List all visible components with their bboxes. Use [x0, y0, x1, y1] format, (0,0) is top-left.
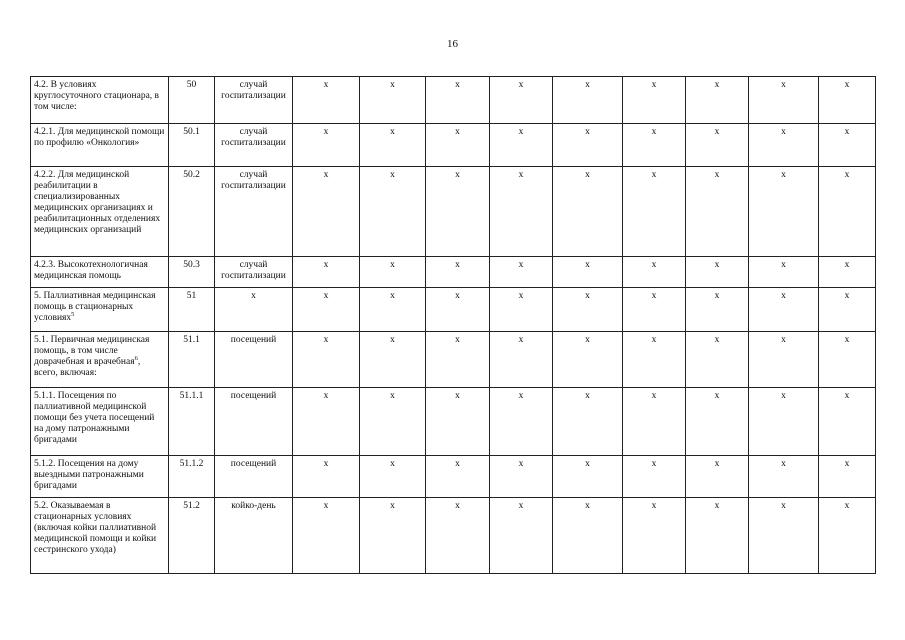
table-cell: х [360, 77, 426, 124]
row-name: 5.2. Оказываемая в стационарных условиях (включая койки паллиативной медицинской помощи и койки сестринского ухода) [31, 498, 169, 574]
table-cell: х [360, 288, 426, 332]
data-table [30, 76, 876, 574]
table-cell: х [490, 456, 553, 498]
table-cell: х [426, 288, 490, 332]
table-cell: х [426, 388, 490, 456]
table-cell: х [426, 498, 490, 574]
table-cell: х [749, 257, 819, 288]
row-unit: посещений [215, 388, 293, 456]
table-cell: х [623, 498, 686, 574]
page-number: 16 [447, 38, 458, 50]
table-cell: х [686, 288, 749, 332]
row-name: 5.1. Первичная медицинская помощь, в том числе доврачебная и врачебная$^6$, всего, включая: [31, 332, 169, 388]
table-cell: х [490, 77, 553, 124]
row-code: 51 [169, 288, 215, 332]
row-unit: случай госпитализации [215, 167, 293, 257]
table-cell: х [749, 388, 819, 456]
table-cell: х [553, 388, 623, 456]
table-cell: х [623, 388, 686, 456]
table-row [31, 498, 876, 574]
table-row [31, 288, 876, 332]
table-cell: х [819, 77, 876, 124]
table-row [31, 388, 876, 456]
table-cell: х [749, 498, 819, 574]
table-cell: х [623, 124, 686, 167]
table-cell: х [553, 167, 623, 257]
table-cell: х [819, 288, 876, 332]
table-cell: х [490, 332, 553, 388]
table-cell: х [490, 167, 553, 257]
table-cell: х [623, 77, 686, 124]
row-code: 51.1.2 [169, 456, 215, 498]
row-name: 4.2.3. Высокотехнологичная медицинская помощь [31, 257, 169, 288]
table-cell: х [686, 124, 749, 167]
row-code: 51.1.1 [169, 388, 215, 456]
table-cell: х [686, 332, 749, 388]
table-cell: х [819, 456, 876, 498]
table-cell: х [293, 332, 360, 388]
row-code: 51.1 [169, 332, 215, 388]
table-row [31, 77, 876, 124]
table-cell: х [293, 124, 360, 167]
table-cell: х [686, 167, 749, 257]
table-cell: х [749, 124, 819, 167]
table-cell: х [553, 456, 623, 498]
table-cell: х [360, 456, 426, 498]
table-cell: х [623, 167, 686, 257]
table-cell: х [553, 332, 623, 388]
row-name: 5.1.1. Посещения по паллиативной медицинской помощи без учета посещений на дому патронажными бригадами [31, 388, 169, 456]
table-cell: х [623, 456, 686, 498]
table-cell: х [360, 498, 426, 574]
table-cell: х [553, 288, 623, 332]
table-row [31, 167, 876, 257]
table-cell: х [360, 167, 426, 257]
table-cell: х [360, 332, 426, 388]
table-cell: х [686, 456, 749, 498]
table-body [31, 77, 876, 574]
table-cell: х [686, 388, 749, 456]
table-cell: х [686, 498, 749, 574]
table-cell: х [293, 456, 360, 498]
table-cell: х [293, 498, 360, 574]
table-row [31, 332, 876, 388]
table-cell: х [749, 77, 819, 124]
table-cell: х [426, 456, 490, 498]
table-cell: х [293, 288, 360, 332]
row-code: 50 [169, 77, 215, 124]
table-cell: х [749, 332, 819, 388]
row-name: 5.1.2. Посещения на дому выездными патронажными бригадами [31, 456, 169, 498]
row-unit: посещений [215, 456, 293, 498]
table-cell: х [490, 498, 553, 574]
table-cell: х [819, 124, 876, 167]
table-cell: х [749, 288, 819, 332]
table-cell: х [553, 257, 623, 288]
table-cell: х [819, 332, 876, 388]
table-row [31, 456, 876, 498]
row-code: 51.2 [169, 498, 215, 574]
table-cell: х [623, 257, 686, 288]
table-cell: х [749, 456, 819, 498]
table-cell: х [293, 77, 360, 124]
row-code: 50.1 [169, 124, 215, 167]
row-unit: случай госпитализации [215, 257, 293, 288]
row-name: 4.2.2. Для медицинской реабилитации в специализированных медицинских организациях и реабилитационных отделениях медицинских организаций [31, 167, 169, 257]
table-cell: х [819, 167, 876, 257]
footnote-marker: 6 [134, 354, 138, 362]
table-row [31, 124, 876, 167]
table-cell: х [490, 288, 553, 332]
row-name: 5. Паллиативная медицинская помощь в стационарных условиях$^5$ [31, 288, 169, 332]
table-cell: х [426, 167, 490, 257]
row-code: 50.2 [169, 167, 215, 257]
row-unit: случай госпитализации [215, 77, 293, 124]
table-cell: х [360, 257, 426, 288]
row-unit: посещений [215, 332, 293, 388]
footnote-marker: 5 [71, 310, 75, 318]
table-cell: х [686, 77, 749, 124]
row-unit: случай госпитализации [215, 124, 293, 167]
row-name: 4.2. В условиях круглосуточного стационара, в том числе: [31, 77, 169, 124]
table-cell: х [426, 332, 490, 388]
table-cell: х [293, 257, 360, 288]
table-cell: х [623, 332, 686, 388]
table-cell: х [490, 257, 553, 288]
table-cell: х [490, 388, 553, 456]
table-cell: х [553, 124, 623, 167]
table-row [31, 257, 876, 288]
table-cell: х [293, 388, 360, 456]
table-cell: х [553, 498, 623, 574]
row-unit: х [215, 288, 293, 332]
table-cell: х [293, 167, 360, 257]
table-cell: х [686, 257, 749, 288]
table-cell: х [360, 124, 426, 167]
row-code: 50.3 [169, 257, 215, 288]
row-unit: койко-день [215, 498, 293, 574]
table-cell: х [490, 124, 553, 167]
table-cell: х [426, 77, 490, 124]
table-cell: х [749, 167, 819, 257]
table-cell: х [819, 257, 876, 288]
table-cell: х [553, 77, 623, 124]
table-cell: х [426, 257, 490, 288]
row-name: 4.2.1. Для медицинской помощи по профилю «Онкология» [31, 124, 169, 167]
table-cell: х [360, 388, 426, 456]
table-cell: х [426, 124, 490, 167]
table-cell: х [819, 388, 876, 456]
table-cell: х [819, 498, 876, 574]
table-cell: х [623, 288, 686, 332]
